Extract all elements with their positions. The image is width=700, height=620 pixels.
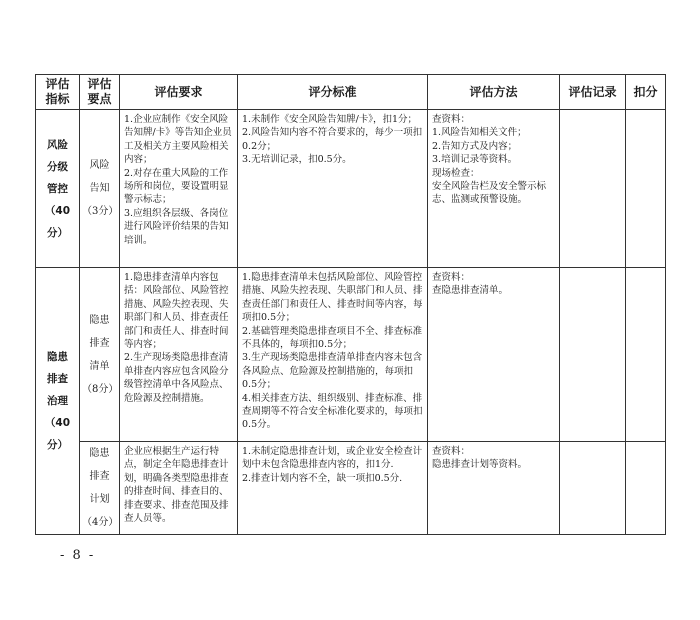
record-cell [560,442,626,535]
deduction-cell [626,268,666,442]
table-row [36,442,666,535]
deduction-cell [626,442,666,535]
header-requirements: 评估要求 [120,75,238,110]
header-standards: 评分标准 [238,75,428,110]
point-cell: 隐患 排查 计划 （4分） [80,442,120,535]
point-cell: 风险 告知 （3分） [80,110,120,268]
standards-cell: 1.未制作《安全风险告知牌/卡》，扣1分； 2.风险告知内容不符合要求的，每少一项扣0.2分； 3.无培训记录，扣0.5分。 [238,110,428,268]
header-record: 评估记录 [560,75,626,110]
evaluation-table [35,74,666,535]
methods-cell: 查资料： 隐患排查计划等资料。 [428,442,560,535]
requirements-cell: 企业应根据生产运行特点，制定全年隐患排查计划，明确各类型隐患排查的排查时间、排查目的、排查要求、排查范围及排查人员等。 [120,442,238,535]
standards-cell: 1.隐患排查清单未包括风险部位、风险管控措施、风险失控表现、失职部门和人员、排查责任部门和责任人、排查时间等内容，每项扣0.5分； 2.基础管理类隐患排查项目不全、排查标准不具体的，每项扣0.5分； 3.生产现场类隐患排查清单排查内容未包含各风险点、危险源及控制措施的，每项扣0.5分； 4.相关排查方法、组织级别、排查标准、排查周期等不符合安全标准化要求的，每项扣0.5分。 [238,268,428,442]
header-deduction: 扣分 [626,75,666,110]
header-indicator: 评估 指标 [36,75,80,110]
deduction-cell [626,110,666,268]
methods-cell: 查资料： 1.风险告知相关文件； 2.告知方式及内容； 3.培训记录等资料。 现场检查： 安全风险告栏及安全警示标志、监测或预警设施。 [428,110,560,268]
standards-cell: 1.未制定隐患排查计划，或企业安全检查计划中未包含隐患排查内容的，扣1分. 2.排查计划内容不全，缺一项扣0.5分. [238,442,428,535]
page-number: - 8 - [60,548,96,563]
indicator-cell: 风险 分级 管控 （40分） [36,110,80,268]
header-row [36,75,666,110]
header-point: 评估 要点 [80,75,120,110]
table-row [36,268,666,442]
record-cell [560,268,626,442]
table-row [36,110,666,268]
header-methods: 评估方法 [428,75,560,110]
indicator-cell: 隐患 排查 治理 （40分） [36,268,80,535]
requirements-cell: 1.隐患排查清单内容包括：风险部位、风险管控措施、风险失控表现、失职部门和人员、排查责任部门和责任人、排查时间等内容； 2.生产现场类隐患排查清单排查内容应包含风险分级管控清单中各风险点、危险源及控制措施。 [120,268,238,442]
record-cell [560,110,626,268]
requirements-cell: 1.企业应制作《安全风险告知牌/卡》等告知企业员工及相关方主要风险相关内容； 2.对存在重大风险的工作场所和岗位，要设置明显警示标志； 3.应组织各层级、各岗位进行风险评价结果的告知培训。 [120,110,238,268]
methods-cell: 查资料： 查隐患排查清单。 [428,268,560,442]
point-cell: 隐患 排查 清单 （8分） [80,268,120,442]
